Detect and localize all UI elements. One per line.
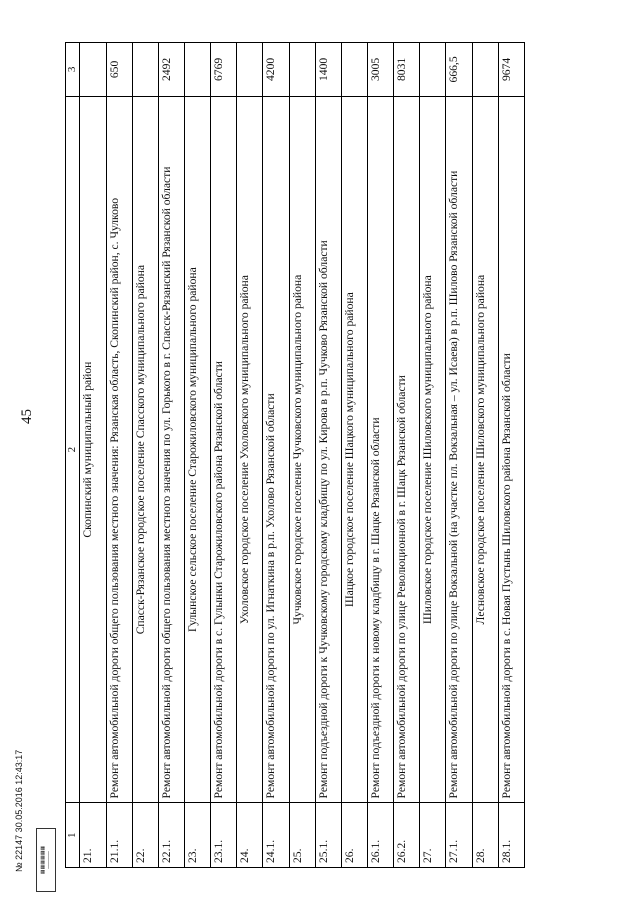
table-row <box>263 43 289 868</box>
row-number: 26.1. <box>367 803 393 868</box>
table-row <box>446 43 472 868</box>
item-description: Ремонт автомобильной дороги по ул. Игнаткина в р.п. Ухолово Рязанской области <box>263 96 289 803</box>
table-row <box>184 43 210 868</box>
amount-cell <box>472 43 498 97</box>
item-description: Ремонт автомобильной дороги по улице Революционной в г. Шацк Рязанской области <box>394 96 420 803</box>
row-number: 23. <box>184 803 210 868</box>
document-stamp <box>14 749 164 892</box>
row-number: 25. <box>289 803 315 868</box>
amount-cell <box>289 43 315 97</box>
amount-cell: 2492 <box>158 43 184 97</box>
table-row <box>80 43 106 868</box>
item-description: Ремонт автомобильной дороги по улице Вокзальной (на участке пл. Вокзальная – ул. Исаева) в р.п. Шилово Рязанской области <box>446 96 472 803</box>
row-number: 27.1. <box>446 803 472 868</box>
stamp-logo-icon: ▦▦▦▦▦▦ ───── <box>36 828 56 892</box>
item-description: Ремонт автомобильной дороги общего пользования местного значения по ул. Горького в г. Спасск-Рязанский Рязанской области <box>158 96 184 803</box>
row-number: 28.1. <box>498 803 524 868</box>
section-title: Шиловское городское поселение Шиловского муниципального района <box>420 96 446 803</box>
header-cell-1: 1 <box>66 803 80 868</box>
section-title: Ухоловское городское поселение Ухоловского муниципального района <box>237 96 263 803</box>
row-number: 23.1. <box>211 803 237 868</box>
row-number: 21. <box>80 803 106 868</box>
item-description: Ремонт подъездной дороги к новому кладбищу в г. Шацке Рязанской области <box>367 96 393 803</box>
amount-cell: 3005 <box>367 43 393 97</box>
table-body <box>66 43 525 868</box>
table-row <box>158 43 184 868</box>
amount-cell <box>341 43 367 97</box>
table-row <box>211 43 237 868</box>
table-row <box>341 43 367 868</box>
table-row <box>237 43 263 868</box>
row-number: 27. <box>420 803 446 868</box>
table-row <box>394 43 420 868</box>
item-description: Ремонт автомобильной дороги общего пользования местного значения: Рязанская область, Скопинский район, с. Чулково <box>106 96 132 803</box>
amount-cell: 4200 <box>263 43 289 97</box>
table-header-row <box>66 43 80 868</box>
rotated-table-container <box>65 42 525 868</box>
document-table <box>65 42 525 868</box>
amount-cell <box>184 43 210 97</box>
row-number: 22. <box>132 803 158 868</box>
row-number: 21.1. <box>106 803 132 868</box>
row-number: 22.1. <box>158 803 184 868</box>
header-cell-2: 2 <box>66 96 80 803</box>
stamp-doc-ref: № 22147 30.05.2016 12:43:17 <box>14 749 24 872</box>
header-cell-3: 3 <box>66 43 80 97</box>
amount-cell: 650 <box>106 43 132 97</box>
amount-cell: 6769 <box>211 43 237 97</box>
row-number: 28. <box>472 803 498 868</box>
table-row <box>106 43 132 868</box>
row-number: 26. <box>341 803 367 868</box>
amount-cell: 8031 <box>394 43 420 97</box>
table-row <box>472 43 498 868</box>
amount-cell <box>420 43 446 97</box>
table-row <box>367 43 393 868</box>
amount-cell: 1400 <box>315 43 341 97</box>
section-title: Шацкое городское поселение Шацкого муниципального района <box>341 96 367 803</box>
item-description: Ремонт подъездной дороги к Чучковскому городскому кладбищу по ул. Кирова в р.п. Чучково Рязанской области <box>315 96 341 803</box>
section-title: Гулынское сельское поселение Старожиловского муниципального района <box>184 96 210 803</box>
row-number: 24. <box>237 803 263 868</box>
amount-cell: 9674 <box>498 43 524 97</box>
page-number: 45 <box>19 409 35 424</box>
item-description: Ремонт автомобильной дороги в с. Гулынки Старожиловского района Рязанской области <box>211 96 237 803</box>
amount-cell <box>132 43 158 97</box>
amount-cell: 666,5 <box>446 43 472 97</box>
table-row <box>498 43 524 868</box>
table-row <box>289 43 315 868</box>
section-title: Скопинский муниципальный район <box>80 96 106 803</box>
table-row <box>132 43 158 868</box>
section-title: Лесновское городское поселение Шиловского муниципального района <box>472 96 498 803</box>
amount-cell <box>237 43 263 97</box>
amount-cell <box>80 43 106 97</box>
row-number: 25.1. <box>315 803 341 868</box>
table-row <box>315 43 341 868</box>
section-title: Чучковское городское поселение Чучковского муниципального района <box>289 96 315 803</box>
table-row <box>420 43 446 868</box>
row-number: 24.1. <box>263 803 289 868</box>
row-number: 26.2. <box>394 803 420 868</box>
section-title: Спасск-Рязанское городское поселение Спасского муниципального района <box>132 96 158 803</box>
item-description: Ремонт автомобильной дороги в с. Новая Пустынь Шиловского района Рязанской области <box>498 96 524 803</box>
